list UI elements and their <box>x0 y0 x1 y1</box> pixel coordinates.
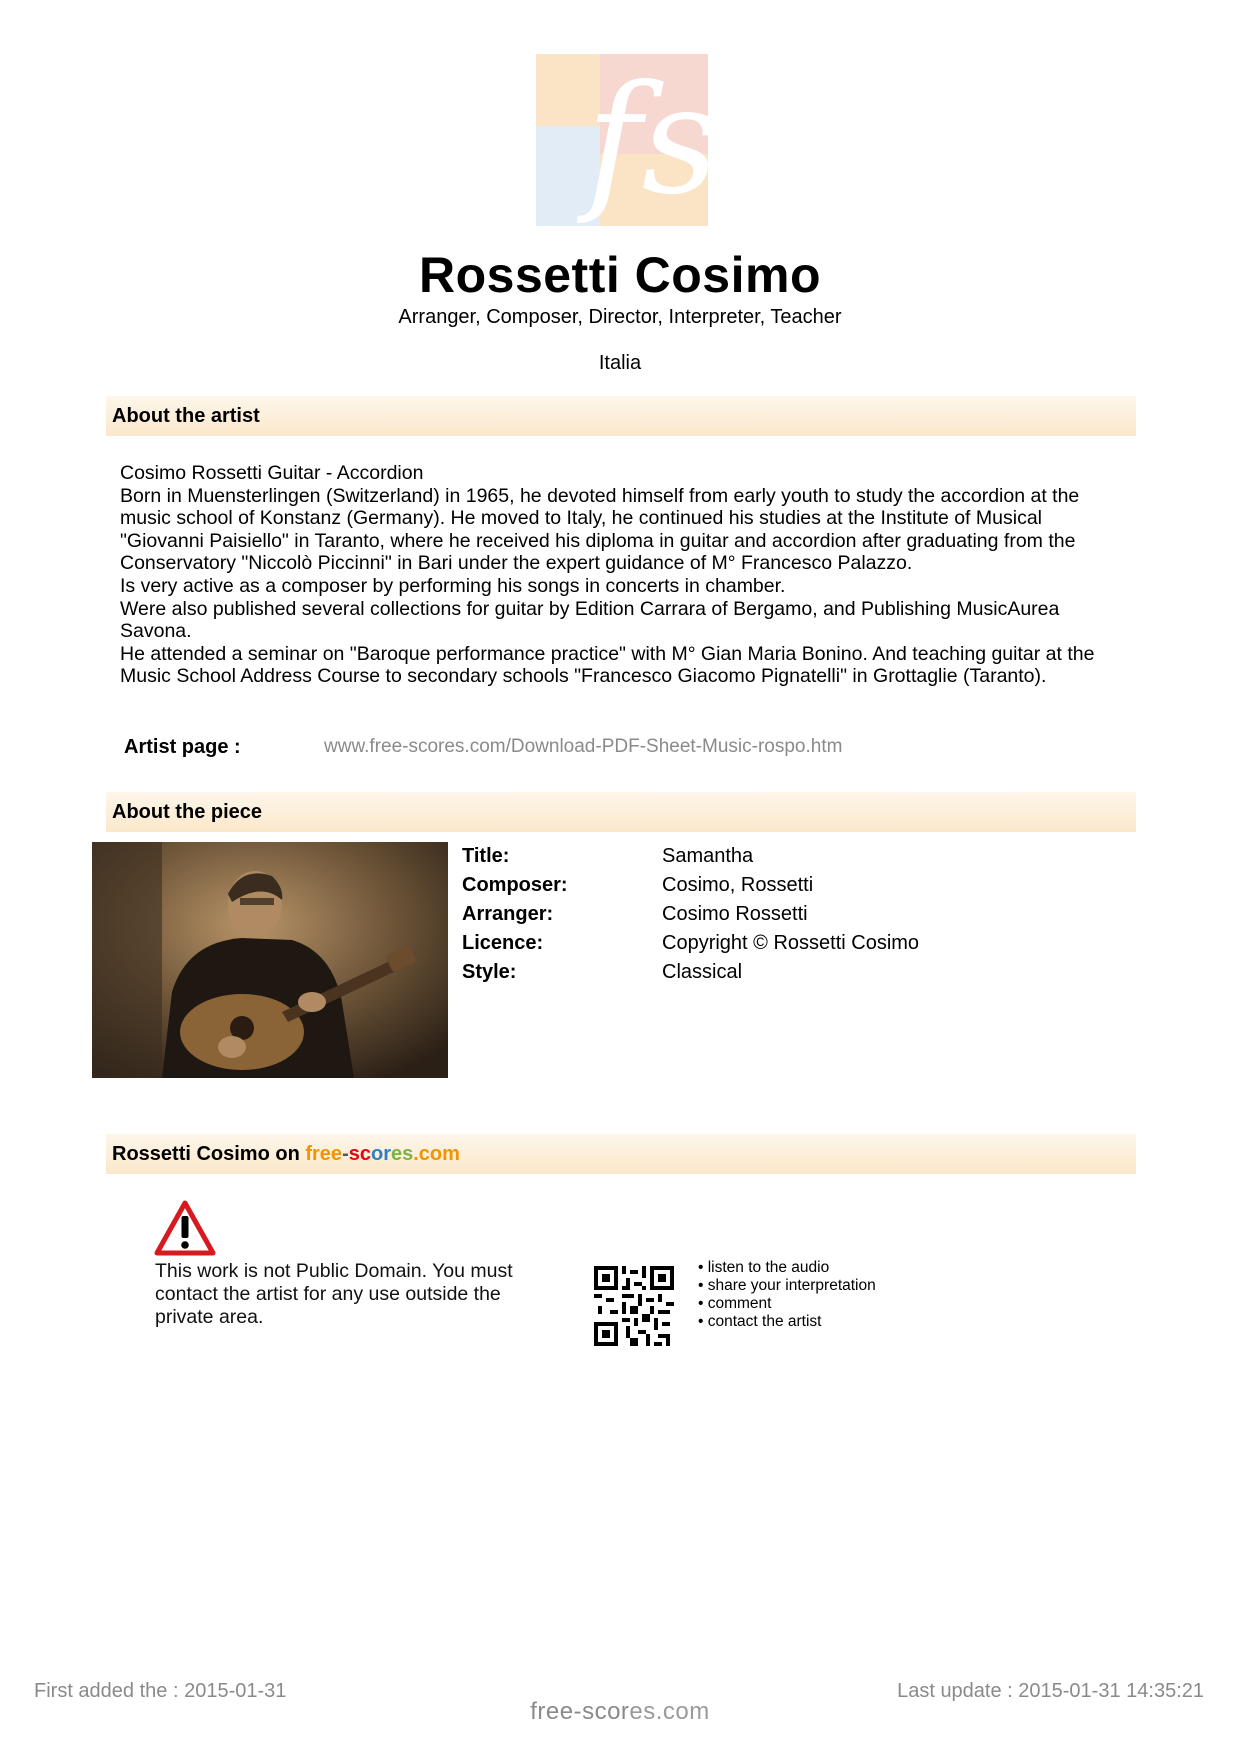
footer-logo-part: .com <box>655 1698 710 1725</box>
bio-line: Cosimo Rossetti Guitar - Accordion <box>120 462 424 484</box>
feature-item: • comment <box>698 1295 772 1312</box>
artist-country: Italia <box>598 352 642 374</box>
footer-logo-part: es <box>629 1698 656 1725</box>
detail-value: Cosimo, Rossetti <box>662 874 814 896</box>
detail-label: Title: <box>462 845 510 867</box>
bio-line: Born in Muensterlingen (Switzerland) in 1965, he devoted himself from early youth to study the accordion at the music school of Konstanz (Germany). He moved to Italy, he continued his studies at the Institute of Musical "Giovanni Paisiello" in Taranto, where he received his diploma in guitar and accordion after graduating from the Conservatory "Niccolò Piccinni" in Bari under the expert guidance of M° Francesco Palazzo. <box>120 484 1080 575</box>
brand-part: sc <box>348 1143 371 1165</box>
artist-bio <box>120 462 1130 688</box>
first-added-date: First added the : 2015-01-31 <box>34 1680 287 1702</box>
artist-roles: Arranger, Composer, Director, Interpreter, Teacher <box>398 306 842 328</box>
feature-item: • contact the artist <box>698 1313 822 1330</box>
detail-label: Style: <box>462 961 517 983</box>
artist-page-label: Artist page : <box>124 736 241 758</box>
brand-part: - <box>342 1143 349 1165</box>
piece-details <box>462 842 919 987</box>
feature-item: • listen to the audio <box>698 1259 830 1276</box>
brand-part: or <box>370 1143 391 1165</box>
detail-row-arranger <box>462 900 919 929</box>
free-scores-logo <box>536 54 708 226</box>
detail-row-title <box>462 842 919 871</box>
footer-logo-part: scor <box>582 1698 630 1725</box>
last-update-date: Last update : 2015-01-31 14:35:21 <box>897 1680 1204 1702</box>
brand-part: es <box>390 1143 414 1165</box>
brand-part: .com <box>413 1143 460 1165</box>
copyright-warning: This work is not Public Domain. You must contact the artist for any use outside the private area. <box>155 1260 513 1328</box>
freescores-brand[interactable] <box>305 1143 460 1165</box>
warning-icon <box>154 1200 216 1256</box>
footer-logo-part: free- <box>530 1698 583 1725</box>
detail-row-style <box>462 958 919 987</box>
feature-item: • share your interpretation <box>698 1277 876 1294</box>
on-freescores-heading <box>106 1134 1136 1174</box>
svg-text:fs: fs <box>586 54 708 226</box>
artist-page-link[interactable]: www.free-scores.com/Download-PDF-Sheet-Music-rospo.htm <box>324 736 843 757</box>
detail-label: Arranger: <box>462 903 554 925</box>
detail-value: Cosimo Rossetti <box>662 903 808 925</box>
qr-code[interactable] <box>594 1266 674 1346</box>
detail-value: Samantha <box>662 845 754 867</box>
feature-list <box>698 1259 876 1331</box>
about-piece-heading: About the piece <box>106 792 1136 832</box>
detail-label: Licence: <box>462 932 544 954</box>
footer-logo <box>0 1698 1240 1726</box>
detail-value: Classical <box>662 961 743 983</box>
about-artist-heading: About the artist <box>106 396 1136 436</box>
artist-photo <box>92 842 448 1078</box>
bio-line: Were also published several collections for guitar by Edition Carrara of Bergamo, and Publishing MusicAurea Savona. <box>120 597 1060 643</box>
bio-line: He attended a seminar on "Baroque performance practice" with M° Gian Maria Bonino. And teaching guitar at the Music School Address Course to secondary schools "Francesco Giacomo Pignatelli" in Grottaglie (Taranto). <box>120 642 1095 688</box>
detail-row-composer <box>462 871 919 900</box>
detail-label: Composer: <box>462 874 568 896</box>
bio-line: Is very active as a composer by performing his songs in concerts in chamber. <box>120 574 786 597</box>
on-freescores-prefix: Rossetti Cosimo on <box>112 1143 306 1165</box>
brand-part: free <box>305 1143 343 1165</box>
detail-value: Copyright © Rossetti Cosimo <box>662 932 920 954</box>
detail-row-licence <box>462 929 919 958</box>
artist-name: Rossetti Cosimo <box>418 247 821 303</box>
